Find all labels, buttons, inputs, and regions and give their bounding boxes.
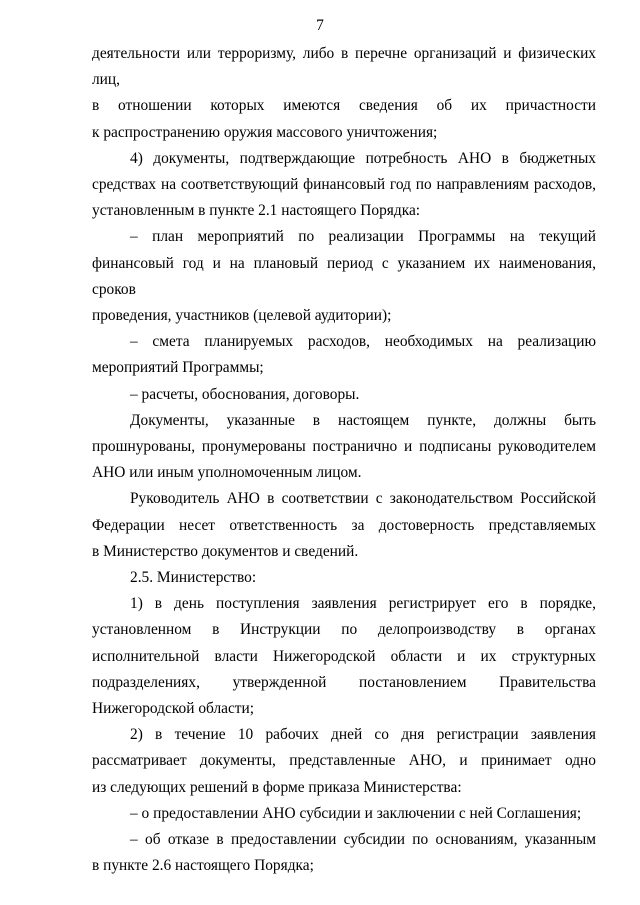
paragraph <box>92 565 596 591</box>
text-line: деятельности или терроризму, либо в перечне организаций и физических лиц, <box>92 45 596 89</box>
text-line: Руководитель АНО в соответствии с законодательством Российской <box>130 490 596 508</box>
paragraph <box>92 41 596 146</box>
text-line: мероприятий Программы; <box>92 359 264 377</box>
paragraph <box>92 408 596 487</box>
text-line: к распространению оружия массового уничтожения; <box>92 123 438 141</box>
text-line: Документы, указанные в настоящем пункте, должны быть <box>130 411 596 429</box>
text-line: в отношении которых имеются сведения об их причастности <box>92 97 596 115</box>
paragraph <box>92 224 596 329</box>
text-line: исполнительной власти Нижегородской области и их структурных <box>92 647 596 665</box>
paragraph <box>92 827 596 879</box>
text-line: – расчеты, обоснования, договоры. <box>130 385 360 403</box>
document-body <box>92 41 596 880</box>
text-line: средствах на соответствующий финансовый год по направлениям расходов, <box>92 176 596 194</box>
text-line: – смета планируемых расходов, необходимых на реализацию <box>130 333 596 351</box>
text-line: 2) в течение 10 рабочих дней со дня регистрации заявления <box>130 726 596 744</box>
text-line: АНО или иным уполномоченным лицом. <box>92 464 362 482</box>
text-line: в пункте 2.6 настоящего Порядка; <box>92 857 314 875</box>
text-line: в Министерство документов и сведений. <box>92 542 359 560</box>
text-line: Нижегородской области; <box>92 700 255 718</box>
text-line: Федерации несет ответственность за достоверность представляемых <box>92 516 596 534</box>
paragraph <box>92 591 596 722</box>
text-line: рассматривает документы, представленные АНО, и принимает одно <box>92 752 596 770</box>
page-number: 7 <box>316 17 324 34</box>
text-line: – план мероприятий по реализации Программы на текущий <box>130 228 596 246</box>
paragraph <box>92 329 596 381</box>
text-line: – об отказе в предоставлении субсидии по основаниям, указанным <box>130 831 596 849</box>
text-line: подразделениях, утвержденной постановлением Правительства <box>92 673 596 691</box>
text-line: 1) в день поступления заявления регистрирует его в порядке, <box>130 595 596 613</box>
text-line: 2.5. Министерство: <box>130 569 257 587</box>
text-line: 4) документы, подтверждающие потребность АНО в бюджетных <box>130 149 596 167</box>
paragraph <box>92 722 596 801</box>
paragraph <box>92 382 596 408</box>
text-line: – о предоставлении АНО субсидии и заключении с ней Соглашения; <box>130 804 582 822</box>
text-line: установленным в пункте 2.1 настоящего Порядка: <box>92 202 421 220</box>
text-line: проведения, участников (целевой аудитории); <box>92 307 392 325</box>
text-line: финансовый год и на плановый период с указанием их наименования, сроков <box>92 254 596 298</box>
text-line: из следующих решений в форме приказа Министерства: <box>92 778 462 796</box>
paragraph <box>92 801 596 827</box>
paragraph <box>92 486 596 565</box>
paragraph <box>92 146 596 225</box>
text-line: установленном в Инструкции по делопроизводству в органах <box>92 621 596 639</box>
text-line: прошнурованы, пронумерованы постранично и подписаны руководителем <box>92 438 596 456</box>
